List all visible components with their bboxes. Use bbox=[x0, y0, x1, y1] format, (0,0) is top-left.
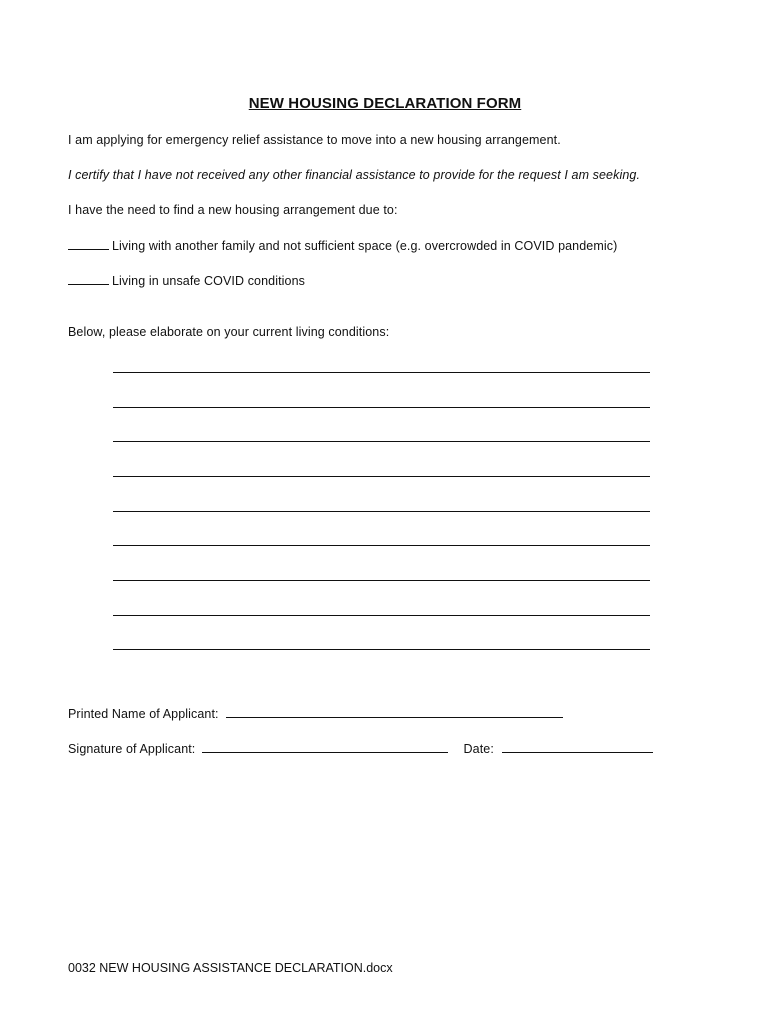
certification-text: I certify that I have not received any other financial assistance to provide for the request I am seeking. bbox=[68, 168, 641, 182]
elaborate-line[interactable] bbox=[113, 441, 650, 442]
signature-field[interactable] bbox=[202, 741, 448, 753]
elaborate-line[interactable] bbox=[113, 511, 650, 512]
option-overcrowded-blank[interactable] bbox=[68, 238, 109, 250]
date-field[interactable] bbox=[502, 741, 653, 753]
footer-filename: 0032 NEW HOUSING ASSISTANCE DECLARATION.docx bbox=[68, 961, 393, 975]
elaborate-prompt: Below, please elaborate on your current living conditions: bbox=[68, 325, 390, 339]
intro-text: I am applying for emergency relief assistance to move into a new housing arrangement. bbox=[68, 133, 561, 147]
option-unsafe bbox=[68, 273, 305, 288]
elaborate-line[interactable] bbox=[113, 372, 650, 373]
elaborate-line[interactable] bbox=[113, 407, 650, 408]
printed-name-label: Printed Name of Applicant: bbox=[68, 707, 219, 721]
elaborate-line[interactable] bbox=[113, 580, 650, 581]
elaborate-line[interactable] bbox=[113, 476, 650, 477]
elaborate-line[interactable] bbox=[113, 649, 650, 650]
option-unsafe-label: Living in unsafe COVID conditions bbox=[112, 274, 305, 288]
option-unsafe-blank[interactable] bbox=[68, 273, 109, 285]
printed-name-field[interactable] bbox=[226, 706, 563, 718]
printed-name-row bbox=[68, 706, 563, 721]
elaborate-line[interactable] bbox=[113, 615, 650, 616]
signature-label: Signature of Applicant: bbox=[68, 742, 196, 756]
elaborate-line[interactable] bbox=[113, 545, 650, 546]
signature-row bbox=[68, 741, 653, 756]
need-prompt: I have the need to find a new housing arrangement due to: bbox=[68, 203, 398, 217]
form-title: NEW HOUSING DECLARATION FORM bbox=[248, 95, 522, 112]
option-overcrowded bbox=[68, 238, 617, 253]
option-overcrowded-label: Living with another family and not sufficient space (e.g. overcrowded in COVID pandemic) bbox=[112, 239, 618, 253]
date-label: Date: bbox=[463, 742, 494, 756]
